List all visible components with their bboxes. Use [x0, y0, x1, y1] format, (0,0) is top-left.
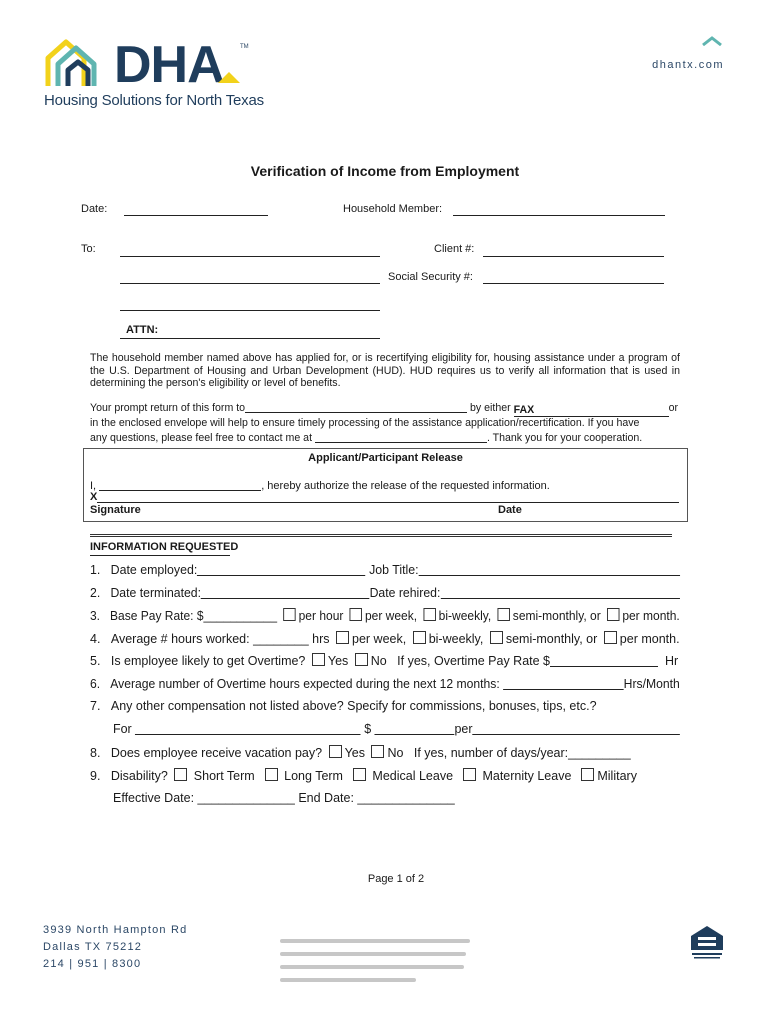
compensation-per-field[interactable] — [473, 722, 681, 735]
overtime-rate-field[interactable] — [550, 654, 658, 667]
section-divider — [90, 534, 672, 537]
return-text-e: . Thank you for your cooperation. — [486, 431, 643, 444]
item-text: bi-weekly, — [428, 632, 484, 646]
trademark: TM — [240, 44, 249, 50]
medical-leave-checkbox[interactable] — [353, 768, 366, 781]
bi-weekly-checkbox[interactable] — [423, 608, 435, 621]
item-text: per month. — [622, 609, 680, 623]
short-term-checkbox[interactable] — [174, 768, 187, 781]
item-text: 4. — [90, 632, 101, 646]
item-text: Average # hours worked: ________ hrs — [110, 632, 330, 646]
return-to-field[interactable] — [245, 400, 467, 413]
page-number: Page 1 of 2 — [367, 873, 425, 885]
item-text: per hour — [298, 609, 344, 623]
compensation-amount-field[interactable] — [375, 722, 455, 735]
item-text: Disability? — [110, 769, 168, 783]
item-text: bi-weekly, — [438, 609, 492, 623]
signature-x: X — [90, 491, 98, 503]
item-text: Yes — [327, 654, 349, 668]
info-heading-underline — [90, 555, 230, 556]
item-text: Average number of Overtime hours expected during the next 12 months: — [110, 677, 500, 691]
item-text: If yes, number of days/year:_________ — [413, 746, 631, 760]
date-employed-field[interactable] — [197, 563, 365, 576]
item-text: Medical Leave — [372, 769, 454, 783]
ssn-label: Social Security #: — [388, 271, 473, 283]
item-text: Maternity Leave — [482, 769, 572, 783]
item-text: Any other compensation not listed above? Specify for commissions, bonuses, tips, etc.? — [110, 699, 597, 713]
form-title: Verification of Income from Employment — [250, 163, 520, 179]
return-text-a: Your prompt return of this form to — [90, 402, 246, 414]
hud-notice-paragraph: The household member named above has applied for, or is recertifying eligibility for, housing assistance under a program of the U.S. Department of Housing and Urban Development (HUD). HUD requires us to verify all information that is used in determining the person's eligibility or level of benefits. — [90, 352, 680, 389]
item-date-employed — [90, 563, 680, 577]
equal-housing-opportunity-icon — [688, 924, 726, 960]
item-hours-worked — [90, 631, 680, 646]
item-text: per week, — [352, 632, 407, 646]
release-heading: Applicant/Participant Release — [308, 452, 463, 464]
item-text: Base Pay Rate: $___________ — [110, 609, 278, 623]
hours-bi-weekly-checkbox[interactable] — [413, 631, 426, 644]
house-logo-icon — [44, 36, 114, 92]
info-heading: INFORMATION REQUESTED — [90, 541, 239, 553]
item-text: $ — [364, 722, 372, 736]
date-rehired-field[interactable] — [440, 586, 679, 599]
attn-field[interactable] — [120, 338, 380, 339]
item-base-pay-rate — [90, 608, 680, 623]
client-field[interactable] — [483, 256, 664, 257]
item-text: 1. — [90, 563, 101, 577]
item-text: Is employee likely to get Overtime? — [110, 654, 306, 668]
item-text: No — [387, 746, 404, 760]
attn-label: ATTN: — [126, 324, 159, 336]
signature-line[interactable] — [97, 502, 679, 503]
item-text: per — [454, 722, 473, 736]
fax-field[interactable] — [514, 404, 669, 417]
ssn-field[interactable] — [483, 283, 664, 284]
item-text: No — [370, 654, 387, 668]
contact-field[interactable] — [315, 430, 487, 443]
item-text: Date rehired: — [369, 586, 441, 600]
return-text-b: by either — [470, 402, 511, 414]
per-month-checkbox[interactable] — [607, 608, 619, 621]
tagline: Housing Solutions for North Texas — [44, 92, 264, 109]
footer-address-line-1: 3939 North Hampton Rd — [43, 924, 188, 936]
military-checkbox[interactable] — [581, 768, 594, 781]
item-text: Does employee receive vacation pay? — [110, 746, 323, 760]
website-url: dhantx.com — [652, 59, 724, 71]
item-other-compensation — [90, 699, 597, 713]
release-name-field[interactable] — [99, 478, 261, 491]
item-text: 9. — [90, 769, 101, 783]
hours-semi-monthly-checkbox[interactable] — [490, 631, 503, 644]
item-overtime — [90, 653, 678, 668]
household-member-field[interactable] — [453, 215, 665, 216]
per-hour-checkbox[interactable] — [283, 608, 295, 621]
item-text: Long Term — [284, 769, 343, 783]
item-overtime-hours — [90, 677, 680, 691]
signature-label: Signature — [90, 504, 141, 516]
vacation-no-checkbox[interactable] — [371, 745, 384, 758]
overtime-yes-checkbox[interactable] — [312, 653, 325, 666]
item-text: 8. — [90, 746, 101, 760]
a-accent-icon — [216, 70, 242, 84]
date-field[interactable] — [124, 215, 268, 216]
item-text: 3. — [90, 609, 101, 623]
release-i-label: I, — [90, 480, 97, 492]
item-text: Date terminated: — [110, 586, 202, 600]
maternity-leave-checkbox[interactable] — [463, 768, 476, 781]
item-text: For — [113, 722, 132, 736]
release-authorize-text: , hereby authorize the release of the requested information. — [261, 480, 550, 492]
footer-address — [43, 922, 187, 973]
item-text: Job Title: — [369, 563, 419, 577]
item-text: 2. — [90, 586, 101, 600]
hours-per-month-checkbox[interactable] — [604, 631, 617, 644]
job-title-field[interactable] — [419, 563, 680, 576]
item-text: Military — [597, 769, 637, 783]
footer-fine-print-graphic — [280, 937, 472, 989]
date-terminated-field[interactable] — [201, 586, 370, 599]
long-term-checkbox[interactable] — [265, 768, 278, 781]
household-member-label: Household Member: — [343, 203, 443, 215]
logo-wordmark: DHA — [114, 36, 224, 94]
item-text: semi-monthly, or — [512, 609, 601, 623]
semi-monthly-checkbox[interactable] — [497, 608, 509, 621]
to-field-line-3[interactable] — [120, 310, 380, 311]
fax-label: FAX — [513, 404, 535, 416]
item-text: Short Term — [193, 769, 255, 783]
date-label: Date: — [81, 203, 108, 215]
return-text-d: any questions, please feel free to contact me at — [90, 431, 313, 444]
compensation-for-field[interactable] — [135, 722, 361, 735]
item-text: 7. — [90, 699, 101, 713]
item-text: semi-monthly, or — [505, 632, 598, 646]
item-disability-dates: Effective Date: ______________ End Date: ______________ — [113, 791, 455, 805]
release-authorization — [90, 478, 550, 492]
item-text: 5. — [90, 654, 101, 668]
to-field-line-1[interactable] — [120, 256, 380, 257]
overtime-hours-field[interactable] — [503, 677, 624, 690]
to-field-line-2[interactable] — [120, 283, 380, 284]
client-label: Client #: — [434, 243, 475, 255]
item-text: Date employed: — [110, 563, 198, 577]
chevron-up-icon — [702, 36, 722, 46]
item-text: per week, — [364, 609, 418, 623]
to-label: To: — [81, 243, 96, 255]
item-vacation-pay — [90, 745, 631, 760]
per-week-checkbox[interactable] — [350, 608, 362, 621]
item-text: If yes, Overtime Pay Rate $ — [397, 654, 551, 668]
item-text: Hrs/Month — [623, 677, 680, 691]
item-text: 6. — [90, 677, 101, 691]
return-instructions — [90, 400, 680, 444]
return-text-c: in the enclosed envelope will help to ensure timely processing of the assistance application/recertification. If you have — [90, 417, 640, 429]
hours-per-week-checkbox[interactable] — [336, 631, 349, 644]
item-disability — [90, 768, 637, 783]
item-text: Hr — [664, 654, 679, 668]
return-text-or: or — [668, 402, 679, 414]
signature-date-label: Date — [498, 504, 522, 516]
item-date-terminated — [90, 586, 680, 600]
vacation-yes-checkbox[interactable] — [329, 745, 342, 758]
item-text: per month. — [619, 632, 680, 646]
item-other-compensation-fields — [113, 722, 680, 736]
footer-address-line-2: Dallas TX 75212 — [43, 941, 143, 953]
footer-address-line-3: 214 | 951 | 8300 — [43, 958, 142, 970]
item-text: Yes — [344, 746, 365, 760]
overtime-no-checkbox[interactable] — [355, 653, 368, 666]
